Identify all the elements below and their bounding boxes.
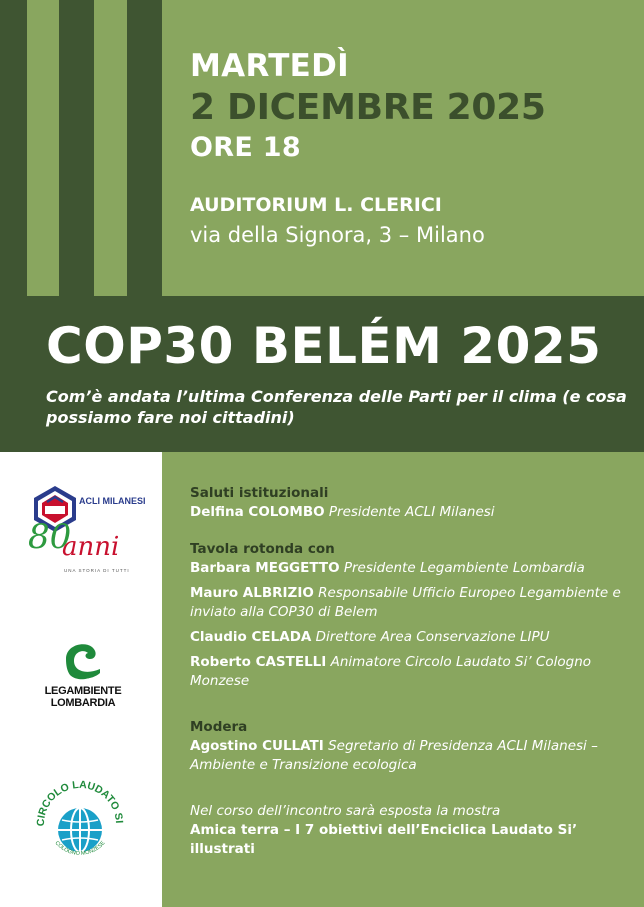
moderator-heading: Modera: [190, 719, 248, 735]
speaker-name: Barbara MEGGETTO: [190, 560, 340, 576]
acli-logo: [28, 484, 148, 574]
acli-anniversary-word: anni: [62, 532, 120, 562]
globe-icon: [58, 808, 102, 852]
circolo-emblem: [30, 772, 130, 872]
speaker-role: Animatore Circolo Laudato Si’ Cologno Monzese: [190, 654, 592, 689]
swan-icon: [60, 637, 106, 683]
event-day: MARTEDÌ: [190, 48, 350, 84]
event-time: ORE 18: [190, 132, 301, 163]
event-details: [190, 46, 630, 250]
acli-wordmark: ACLI MILANESI: [79, 496, 146, 506]
panel-heading: Tavola rotonda con: [190, 541, 335, 557]
program: [190, 484, 635, 859]
exhibit-note: Nel corso dell’incontro sarà esposta la mostra: [190, 803, 501, 819]
welcome-heading: Saluti istituzionali: [190, 485, 329, 501]
speaker-name: Claudio CELADA: [190, 629, 312, 645]
speaker-entry: [190, 503, 635, 522]
event-venue: AUDITORIUM L. CLERICI: [190, 194, 442, 216]
circolo-location-text: COLOGNO MONZESE: [53, 840, 107, 857]
speaker-name: Roberto CASTELLI: [190, 654, 327, 670]
program-panel: [162, 452, 644, 907]
circolo-laudato-logo: [30, 772, 130, 872]
logo-column: [0, 452, 162, 907]
speaker-role: Direttore Area Conservazione LIPU: [315, 629, 550, 645]
event-date: 2 DICEMBRE 2025: [190, 87, 546, 128]
decorative-stripe: [0, 0, 27, 296]
event-address: via della Signora, 3 – Milano: [190, 223, 485, 247]
speaker-name: Mauro ALBRIZIO: [190, 585, 314, 601]
acli-tagline: UNA STORIA DI TUTTI: [64, 568, 130, 573]
moderator-entry: [190, 737, 635, 775]
speaker-name: Delfina COLOMBO: [190, 504, 325, 520]
speaker-entry: [190, 628, 635, 647]
circolo-name-text: CIRCOLO LAUDATO SI: [34, 778, 126, 827]
speaker-role: Presidente Legambiente Lombardia: [343, 560, 585, 576]
decorative-stripe: [59, 0, 94, 296]
acli-anniversary-number: 80: [28, 517, 72, 557]
speaker-role: Responsabile Ufficio Europeo Legambiente e inviato alla COP30 di Belem: [190, 585, 621, 620]
speaker-role: Presidente ACLI Milanesi: [328, 504, 495, 520]
speaker-entry: [190, 584, 635, 622]
decorative-stripe: [127, 0, 162, 296]
speaker-entry: [190, 653, 635, 691]
legambiente-logo: [30, 637, 140, 709]
header-band: [0, 0, 644, 296]
exhibit-title: Amica terra – I 7 obiettivi dell’Enciclica Laudato Si’ illustrati: [190, 822, 578, 857]
moderator-name: Agostino CULLATI: [190, 738, 324, 754]
page-title: COP30 BELÉM 2025: [46, 317, 602, 375]
speaker-entry: [190, 559, 635, 578]
moderator-role: Segretario di Presidenza ACLI Milanesi – Ambiente e Transizione ecologica: [190, 738, 598, 773]
page-subtitle: Com’è andata l’ultima Conferenza delle Parti per il clima (e cosa possiamo fare noi cittadini): [46, 387, 627, 427]
legambiente-wordmark: LEGAMBIENTE LOMBARDIA: [44, 685, 122, 709]
title-band: [0, 296, 644, 452]
